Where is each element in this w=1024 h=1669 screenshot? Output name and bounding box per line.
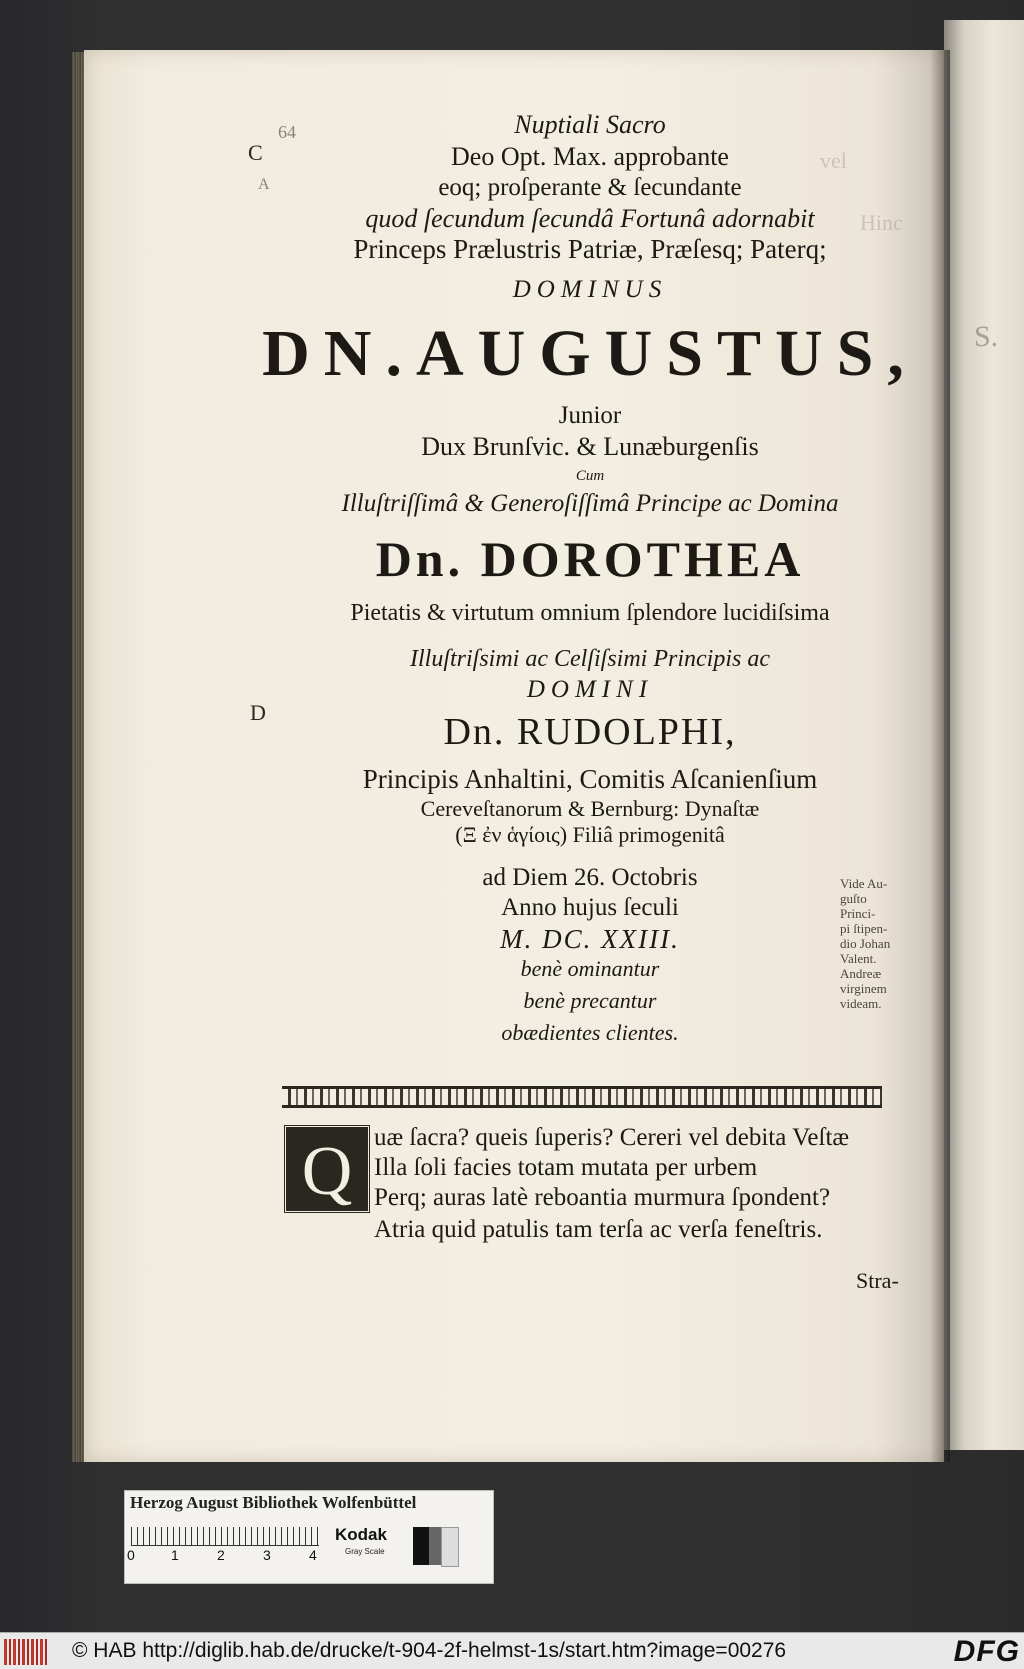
date-line-1: ad Diem 26. Octobris [482, 864, 698, 891]
footer-bar [0, 1632, 1024, 1669]
side-note-line: Valent. [840, 951, 877, 966]
heading-line-5: Princeps Prælustris Patriæ, Præſesq; Paterq; [353, 234, 827, 264]
side-note-line: Princi- [840, 906, 876, 921]
duke-title: Dux Brunſvic. & Lunæburgenſis [421, 432, 759, 461]
footer-url[interactable]: © HAB http://diglib.hab.de/drucke/t-904-2f-helmst-1s/start.htm?image=00276 [72, 1639, 787, 1662]
margin-letter-a: A [258, 176, 270, 193]
folio-note: 64 [278, 122, 296, 142]
gray-scale-patch-dark [429, 1527, 441, 1565]
kodak-subtitle: Gray Scale [345, 1547, 385, 1556]
groom-name: DN.AUGUSTUS, [262, 317, 918, 390]
domini-heading: DOMINI [526, 676, 654, 703]
verse-line-1: uæ ſacra? queis ſuperis? Cereri vel debita Veſtæ [374, 1124, 850, 1151]
ruler-number: 3 [263, 1547, 271, 1563]
library-name: Herzog August Bibliothek Wolfenbüttel [130, 1493, 417, 1512]
father-title-1: Principis Anhaltini, Comitis Aſcanienſium [362, 764, 818, 794]
junior-line: Junior [558, 402, 622, 429]
closing-line-1: benè ominantur [520, 956, 660, 981]
father-title-2: Cereveſtanorum & Bernburg: Dynaſtæ [420, 796, 760, 821]
date-line-2: Anno hujus ſeculi [501, 894, 679, 921]
ruler-number: 4 [309, 1547, 317, 1563]
ruler-number: 0 [127, 1547, 135, 1563]
show-through-text: Hinc [860, 210, 903, 235]
show-through-text: vel [820, 148, 847, 173]
drop-cap-initial: Q [283, 1124, 371, 1214]
date-line-3: M. DC. XXIII. [500, 924, 680, 954]
heading-line-4: quod ſecundum ſecundâ Fortunâ adornabit [365, 204, 815, 233]
dominus-heading: DOMINUS [512, 276, 668, 303]
verse-line-3: Perq; auras latè reboantia murmura ſpondent? [374, 1184, 831, 1211]
dfg-logo: DFG [953, 1635, 1020, 1668]
bride-epithet: Illuſtriſſimâ & Generoſiſſimâ Principe ac Domina [341, 490, 839, 517]
side-note-line: Andreæ [840, 966, 882, 981]
gray-scale-patch-light [441, 1527, 459, 1567]
cum-line: Cum [575, 468, 605, 484]
heading-line-3: eoq; proſperante & ſecundante [438, 174, 742, 201]
side-note-line: virginem [840, 981, 887, 996]
kodak-logo: Kodak [335, 1525, 387, 1544]
heading-line-1: Nuptiali Sacro [514, 110, 666, 139]
side-note-line: pi ſtipen- [840, 921, 888, 936]
closing-line-3: obædientes clientes. [501, 1020, 679, 1045]
gray-scale-patch-black [413, 1527, 429, 1565]
side-note-line: Vide Au- [840, 876, 888, 891]
margin-letter-c: C [248, 140, 263, 165]
library-label [124, 1490, 494, 1584]
bride-name: Dn. DOROTHEA [375, 531, 805, 587]
heading-line-2: Deo Opt. Max. approbante [451, 142, 729, 171]
ruler-number: 1 [171, 1547, 179, 1563]
side-note-line: videam. [840, 996, 882, 1011]
scale-ruler [131, 1527, 319, 1546]
side-note-line: guſto [840, 891, 867, 906]
father-intro: Illuſtriſsimi ac Celſiſsimi Principis ac [410, 646, 770, 672]
side-note-line: dio Johan [840, 936, 891, 951]
hab-logo-icon [4, 1639, 48, 1665]
ornamental-border [282, 1086, 882, 1108]
bride-virtue: Pietatis & virtutum omnium ſplendore lucidiſsima [350, 600, 830, 626]
closing-line-2: benè precantur [523, 988, 657, 1013]
verse-line-4: Atria quid patulis tam terſa ac verſa feneſtris. [374, 1216, 823, 1243]
facing-page-text: S. [974, 320, 999, 353]
side-note [840, 876, 890, 1011]
verse-line-2: Illa ſoli facies totam mutata per urbem [374, 1154, 758, 1181]
father-title-3: (Ξ ἐν ἁγίοις) Filiâ primogenitâ [455, 822, 725, 847]
margin-letter-d: D [250, 700, 266, 725]
catchword: Stra- [856, 1268, 899, 1293]
ruler-number: 2 [217, 1547, 225, 1563]
father-name: Dn. RUDOLPHI, [443, 711, 737, 753]
